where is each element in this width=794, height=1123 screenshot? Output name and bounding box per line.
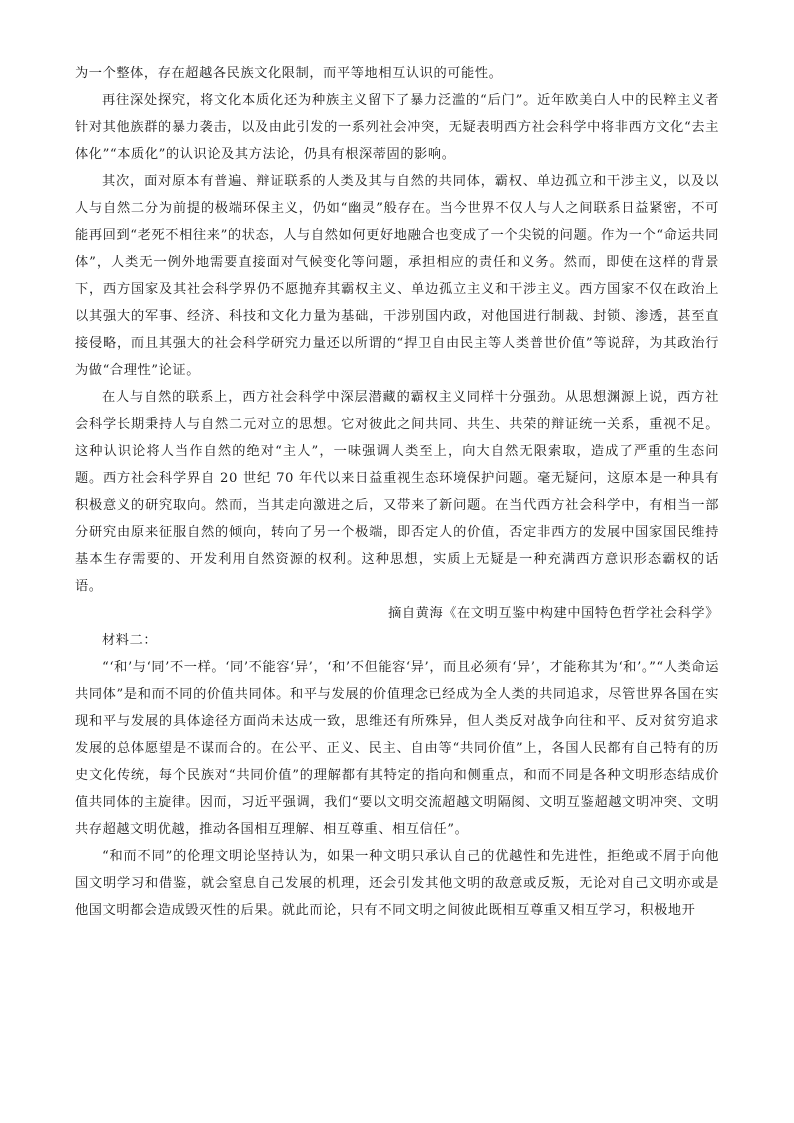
document-body — [75, 60, 719, 924]
source-citation: 摘自黄海《在文明互鉴中构建中国特色哲学社会科学》 — [388, 606, 719, 621]
paragraph-human-nature-relation: 在人与自然的联系上，西方社会科学中深层潜藏的霸权主义同样十分强劲。从思想渊源上说，西方社会科学长期秉持人与自然二元对立的思想。它对彼此之间共同、共生、共荣的辩证统一关系，重视不足。这种认识论将人当作自然的绝对“主人”，一味强调人类至上，向大自然无限索取，造成了严重的生态问题。西方社会科学界自 20 世纪 70 年代以来日益重视生态环境保护问题。毫无疑问，这原本是一种具有积极意义的研究取向。然而，当其走向激进之后，又带来了新问题。在当代西方社会科学中，有相当一部分研究由原来征服自然的倾向，转向了另一个极端，即否定人的价值，否定非西方的发展中国家国民维持基本生存需要的、开发利用自然资源的权利。这种思想，实质上无疑是一种充满西方意识形态霸权的话语。 — [75, 390, 719, 594]
paragraph-hegemony-interventionism: 其次，面对原本有普遍、辩证联系的人类及其与自然的共同体，霸权、单边孤立和干涉主义，以及以人与自然二分为前提的极端环保主义，仍如“幽灵”般存在。当今世界不仅人与人之间联系日益紧密，不可能再回到“老死不相往来”的状态，人与自然如何更好地融合也变成了一个尖锐的问题。作为一个“命运共同体”，人类无一例外地需要直接面对气候变化等问题，承担相应的责任和义务。然而，即使在这样的背景下，西方国家及其社会科学界仍不愿抛弃其霸权主义、单边孤立主义和干涉主义。西方国家不仅在政治上以其强大的军事、经济、科技和文化力量为基础，干涉别国内政，对他国进行制裁、封锁、渗透，甚至直接侵略，而且其强大的社会科学研究力量还以所谓的“捍卫自由民主等人类普世价值”等说辞，为其政治行为做“合理性”论证。 — [75, 174, 719, 378]
paragraph-harmony-difference: “‘和’与‘同’不一样。‘同’不能容‘异’，‘和’不但能容‘异’，而且必须有‘异’，才能称其为‘和’。”“人类命运共同体”是和而不同的价值共同体。和平与发展的价值理念已经成为全人类的共同追求，尽管世界各国在实现和平与发展的具体途径方面尚未达成一致，思维还有所殊异，但人类反对战争向往和平、反对贫穷追求发展的总体愿望是不谋而合的。在公平、正义、民主、自由等“共同价值”上，各国人民都有自己特有的历史文化传统，每个民族对“共同价值”的理解都有其特定的指向和侧重点，和而不同是各种文明形态结成价值共同体的主旋律。因而，习近平强调，我们“要以文明交流超越文明隔阂、文明互鉴超越文明冲突、文明共存超越文明优越，推动各国相互理解、相互尊重、相互信任”。 — [75, 660, 719, 837]
paragraph-continuation: 为一个整体，存在超越各民族文化限制，而平等地相互认识的可能性。 — [75, 66, 503, 81]
paragraph-cultural-essentialism: 再往深处探究，将文化本质化还为种族主义留下了暴力泛滥的“后门”。近年欧美白人中的民粹主义者针对其他族群的暴力袭击，以及由此引发的一系列社会冲突，无疑表明西方社会科学中将非西方文化“去主体化”“本质化”的认识论及其方法论，仍具有根深蒂固的影响。 — [75, 93, 719, 162]
material-two-heading: 材料二： — [102, 633, 158, 648]
paragraph-ethical-civilization: “和而不同”的伦理文明论坚持认为，如果一种文明只承认自己的优越性和先进性，拒绝或不屑于向他国文明学习和借鉴，就会窒息自己发展的机理，还会引发其他文明的敌意或反叛，无论对自己文明亦或是他国文明都会造成毁灭性的后果。就此而论，只有不同文明之间彼此既相互尊重又相互学习，积极地开 — [75, 849, 719, 918]
